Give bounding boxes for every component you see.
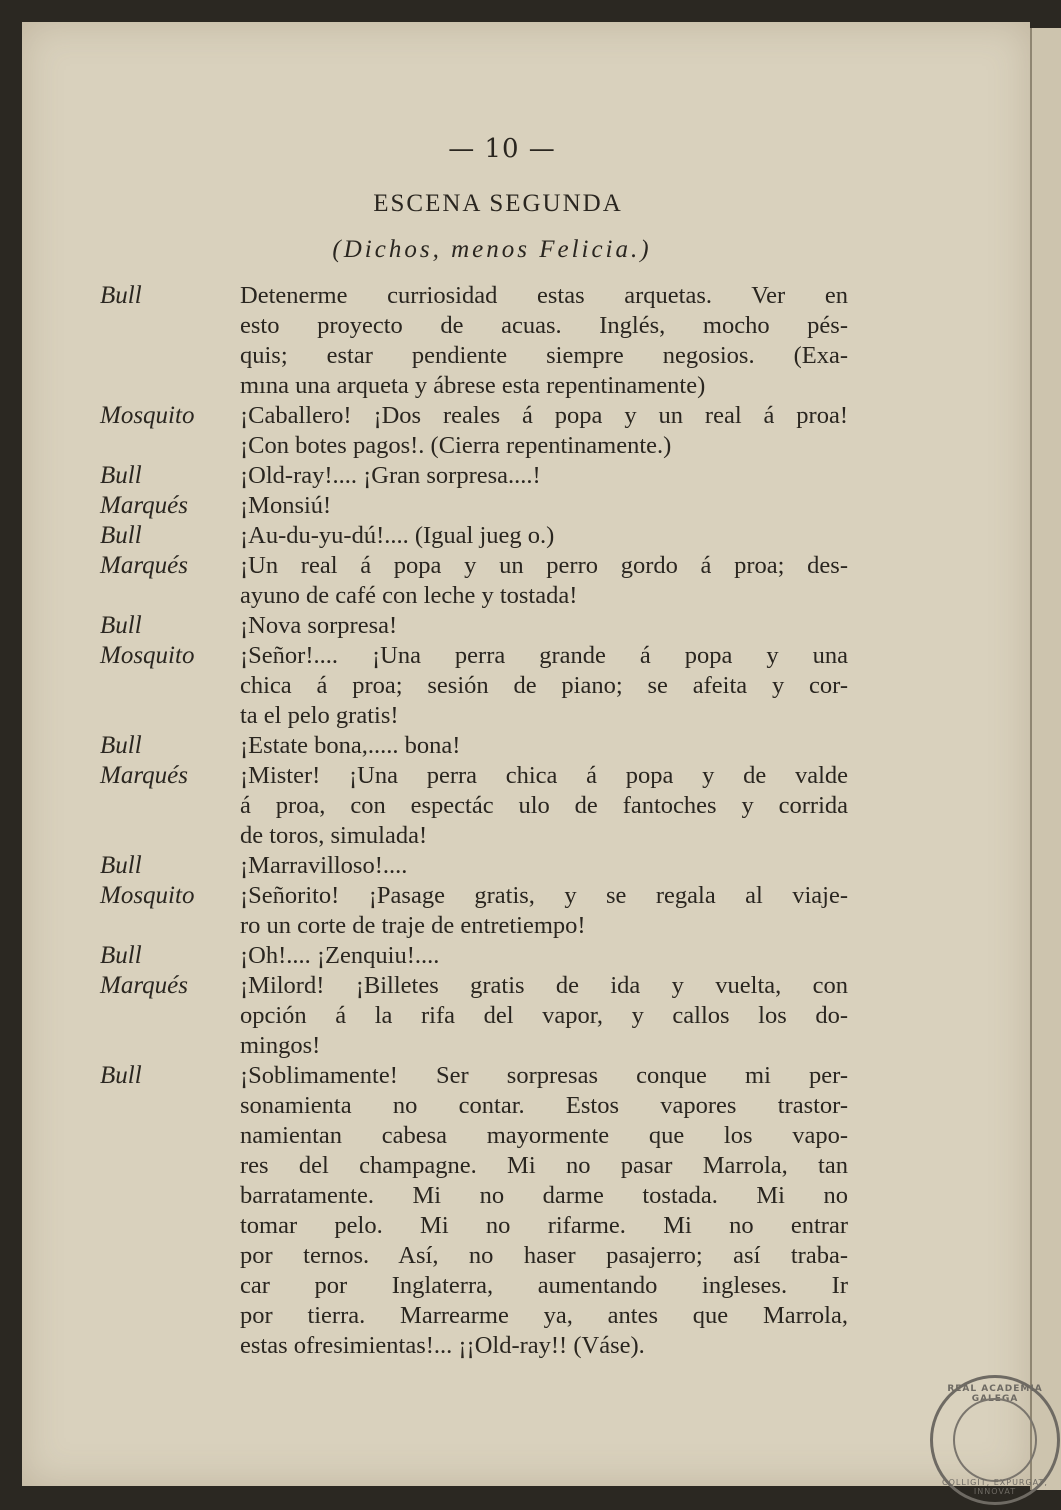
speech-line: ayuno de café con leche y tostada! <box>240 582 578 609</box>
speech-line: ¡Caballero! ¡Dos reales á popa y un real á proa! <box>240 402 848 429</box>
speaker-name: Mosquito <box>100 882 195 909</box>
speech-line: res del champagne. Mi no pasar Marrola, tan <box>240 1152 848 1179</box>
adjacent-page-edge <box>1030 28 1061 1490</box>
dialogue-entry <box>100 551 900 611</box>
speech-line: esto proyecto de acuas. Inglés, mocho pés- <box>240 312 848 339</box>
speaker-name: Bull <box>100 462 142 489</box>
speech-text <box>240 611 848 641</box>
dialogue-entry <box>100 761 900 851</box>
speech-line: ¡Con botes pagos!. (Cierra repentinamente.) <box>240 432 672 459</box>
book-page <box>22 22 1030 1486</box>
dialogue-entry <box>100 521 900 551</box>
dialogue-entry <box>100 281 900 401</box>
scene-title: ESCENA SEGUNDA <box>373 190 623 217</box>
stamp-bottom-text: COLLIGIT, EXPURGAT, INNOVAT <box>942 1478 1048 1496</box>
speech-line: estas ofresimientas!... ¡¡Old-ray!! (Váse). <box>240 1332 645 1359</box>
speech-text <box>240 461 848 491</box>
speech-line: ¡Marravilloso!.... <box>240 852 408 879</box>
speech-line: car por Inglaterra, aumentando ingleses. Ir <box>240 1272 848 1299</box>
speaker-name: Bull <box>100 282 142 309</box>
speech-line: mingos! <box>240 1032 321 1059</box>
stage-direction: (Dichos, menos Felicia.) <box>332 236 652 263</box>
dialogue-block <box>100 281 900 1361</box>
speaker-name: Bull <box>100 852 142 879</box>
speech-text <box>240 851 848 881</box>
speech-text <box>240 1061 848 1361</box>
speaker-name: Bull <box>100 1062 142 1089</box>
dialogue-entry <box>100 401 900 461</box>
speaker-name: Bull <box>100 612 142 639</box>
speech-line: namientan cabesa mayormente que los vapo- <box>240 1122 848 1149</box>
speech-line: ro un corte de traje de entretiempo! <box>240 912 586 939</box>
speech-line: ¡Oh!.... ¡Zenquiu!.... <box>240 942 440 969</box>
speech-text <box>240 761 848 851</box>
speech-text <box>240 971 848 1061</box>
speech-line: ¡Señor!.... ¡Una perra grande á popa y una <box>240 642 848 669</box>
speech-line: por ternos. Así, no haser pasajerro; así traba- <box>240 1242 848 1269</box>
speech-text <box>240 491 848 521</box>
speech-line: por tierra. Marrearme ya, antes que Marrola, <box>240 1302 848 1329</box>
library-stamp <box>930 1375 1060 1505</box>
dialogue-entry <box>100 941 900 971</box>
speech-line: ¡Old-ray!.... ¡Gran sorpresa....! <box>240 462 541 489</box>
dialogue-entry <box>100 611 900 641</box>
speech-line: ¡Señorito! ¡Pasage gratis, y se regala al viaje- <box>240 882 848 909</box>
speech-line: quis; estar pendiente siempre negosios. (Exa- <box>240 342 848 369</box>
speech-text <box>240 881 848 941</box>
speaker-name: Mosquito <box>100 402 195 429</box>
dialogue-entry <box>100 731 900 761</box>
dialogue-entry <box>100 851 900 881</box>
speech-text <box>240 401 848 461</box>
stamp-top-text: REAL ACADEMIA GALEGA <box>947 1384 1043 1404</box>
speech-line: ¡Soblimamente! Ser sorpresas conque mi per- <box>240 1062 848 1089</box>
speech-line: á proa, con espectác ulo de fantoches y corrida <box>240 792 848 819</box>
stamp-emblem <box>953 1398 1037 1482</box>
speech-line: ¡Mister! ¡Una perra chica á popa y de valde <box>240 762 848 789</box>
speech-text <box>240 731 848 761</box>
speech-line: de toros, simulada! <box>240 822 428 849</box>
dialogue-entry <box>100 461 900 491</box>
speaker-name: Mosquito <box>100 642 195 669</box>
speech-line: opción á la rifa del vapor, y callos los do- <box>240 1002 848 1029</box>
speech-line: ta el pelo gratis! <box>240 702 399 729</box>
dialogue-entry <box>100 971 900 1061</box>
speech-text <box>240 641 848 731</box>
speech-line: mına una arqueta y ábrese esta repentinamente) <box>240 372 706 399</box>
speaker-name: Marqués <box>100 762 188 789</box>
speech-line: Detenerme curriosidad estas arquetas. Ver en <box>240 282 848 309</box>
dialogue-entry <box>100 491 900 521</box>
speech-line: ¡Estate bona,..... bona! <box>240 732 461 759</box>
speech-line: ¡Au-du-yu-dú!.... (Igual jueg o.) <box>240 522 555 549</box>
speech-text <box>240 551 848 611</box>
speech-line: ¡Nova sorpresa! <box>240 612 398 639</box>
speech-line: tomar pelo. Mi no rifarme. Mi no entrar <box>240 1212 848 1239</box>
speaker-name: Bull <box>100 732 142 759</box>
speech-text <box>240 281 848 401</box>
dialogue-entry <box>100 641 900 731</box>
speech-text <box>240 941 848 971</box>
speech-line: ¡Un real á popa y un perro gordo á proa; des- <box>240 552 848 579</box>
dialogue-entry <box>100 881 900 941</box>
page-number: — 10 — <box>448 134 556 164</box>
speech-line: ¡Milord! ¡Billetes gratis de ida y vuelta, con <box>240 972 848 999</box>
speaker-name: Bull <box>100 522 142 549</box>
speaker-name: Marqués <box>100 552 188 579</box>
speaker-name: Marqués <box>100 492 188 519</box>
dialogue-entry <box>100 1061 900 1361</box>
speech-line: sonamienta no contar. Estos vapores trastor- <box>240 1092 848 1119</box>
speech-line: barratamente. Mi no darme tostada. Mi no <box>240 1182 848 1209</box>
speech-line: chica á proa; sesión de piano; se afeita y cor- <box>240 672 848 699</box>
speaker-name: Marqués <box>100 972 188 999</box>
speech-text <box>240 521 848 551</box>
speech-line: ¡Monsiú! <box>240 492 332 519</box>
speaker-name: Bull <box>100 942 142 969</box>
